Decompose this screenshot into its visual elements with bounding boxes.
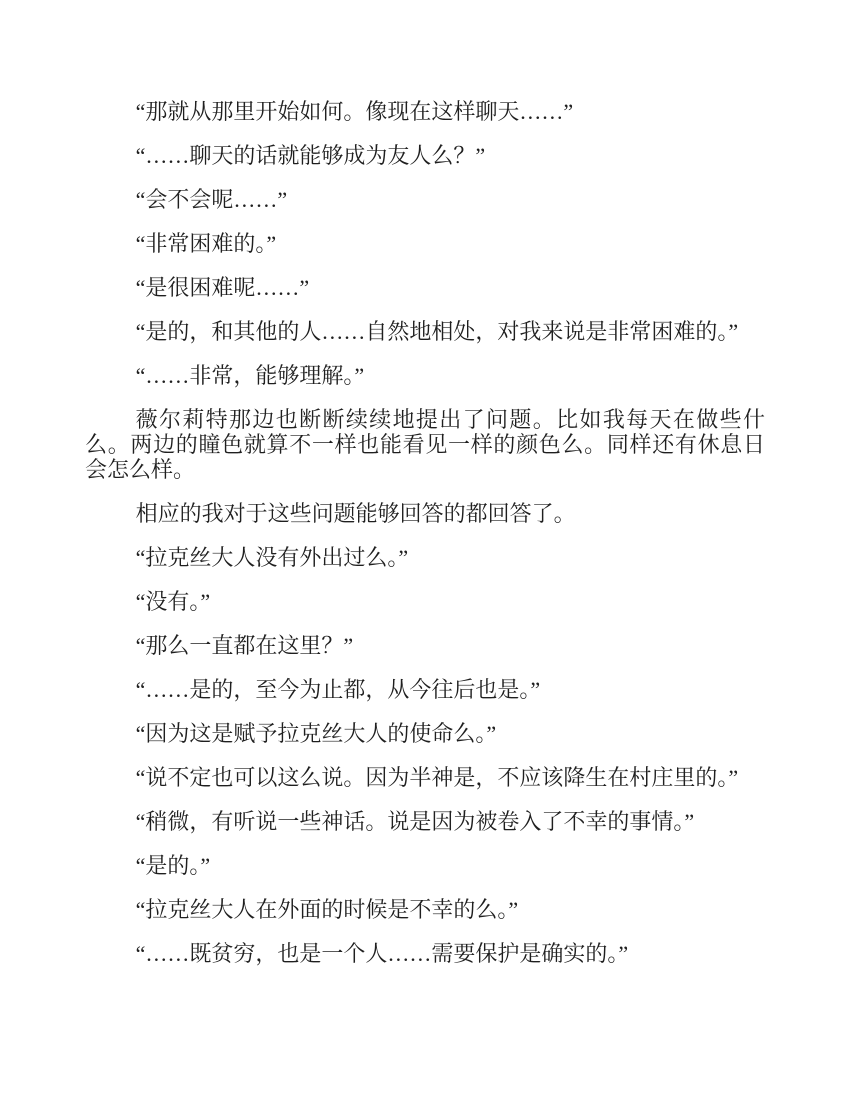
- paragraph-dialogue: “那么一直都在这里？”: [135, 633, 354, 658]
- paragraph-dialogue: “没有。”: [135, 589, 211, 614]
- paragraph-dialogue: “拉克丝大人在外面的时候是不幸的么。”: [135, 897, 519, 922]
- paragraph-dialogue: “是很困难呢……”: [135, 275, 310, 300]
- paragraph-dialogue: “拉克丝大人没有外出过么。”: [135, 545, 409, 570]
- paragraph-dialogue: “……是的，至今为止都，从今往后也是。”: [135, 677, 541, 702]
- paragraph-dialogue: “因为这是赋予拉克丝大人的使命么。”: [135, 721, 497, 746]
- paragraph-dialogue: “是的。”: [135, 853, 211, 878]
- paragraph-dialogue: “会不会呢……”: [135, 187, 288, 212]
- paragraph-dialogue: “稍微，有听说一些神话。说是因为被卷入了不幸的事情。”: [135, 809, 695, 834]
- paragraph-dialogue: “那就从那里开始如何。像现在这样聊天……”: [135, 99, 574, 124]
- paragraph-narration: 薇尔莉特那边也断断续续地提出了问题。比如我每天在做些什么。两边的瞳色就算不一样也能看见一样的颜色么。同样还有休息日会怎么样。: [85, 407, 765, 482]
- paragraph-dialogue: “……非常，能够理解。”: [135, 363, 365, 388]
- paragraph-dialogue: “非常困难的。”: [135, 231, 277, 256]
- paragraph-dialogue: “说不定也可以这么说。因为半神是，不应该降生在村庄里的。”: [135, 765, 739, 790]
- paragraph-dialogue: “……聊天的话就能够成为友人么？”: [135, 143, 486, 168]
- paragraph-dialogue: “……既贫穷，也是一个人……需要保护是确实的。”: [135, 941, 629, 966]
- paragraph-dialogue: “是的，和其他的人……自然地相处，对我来说是非常困难的。”: [135, 319, 739, 344]
- paragraph-narration: 相应的我对于这些问题能够回答的都回答了。: [135, 501, 576, 526]
